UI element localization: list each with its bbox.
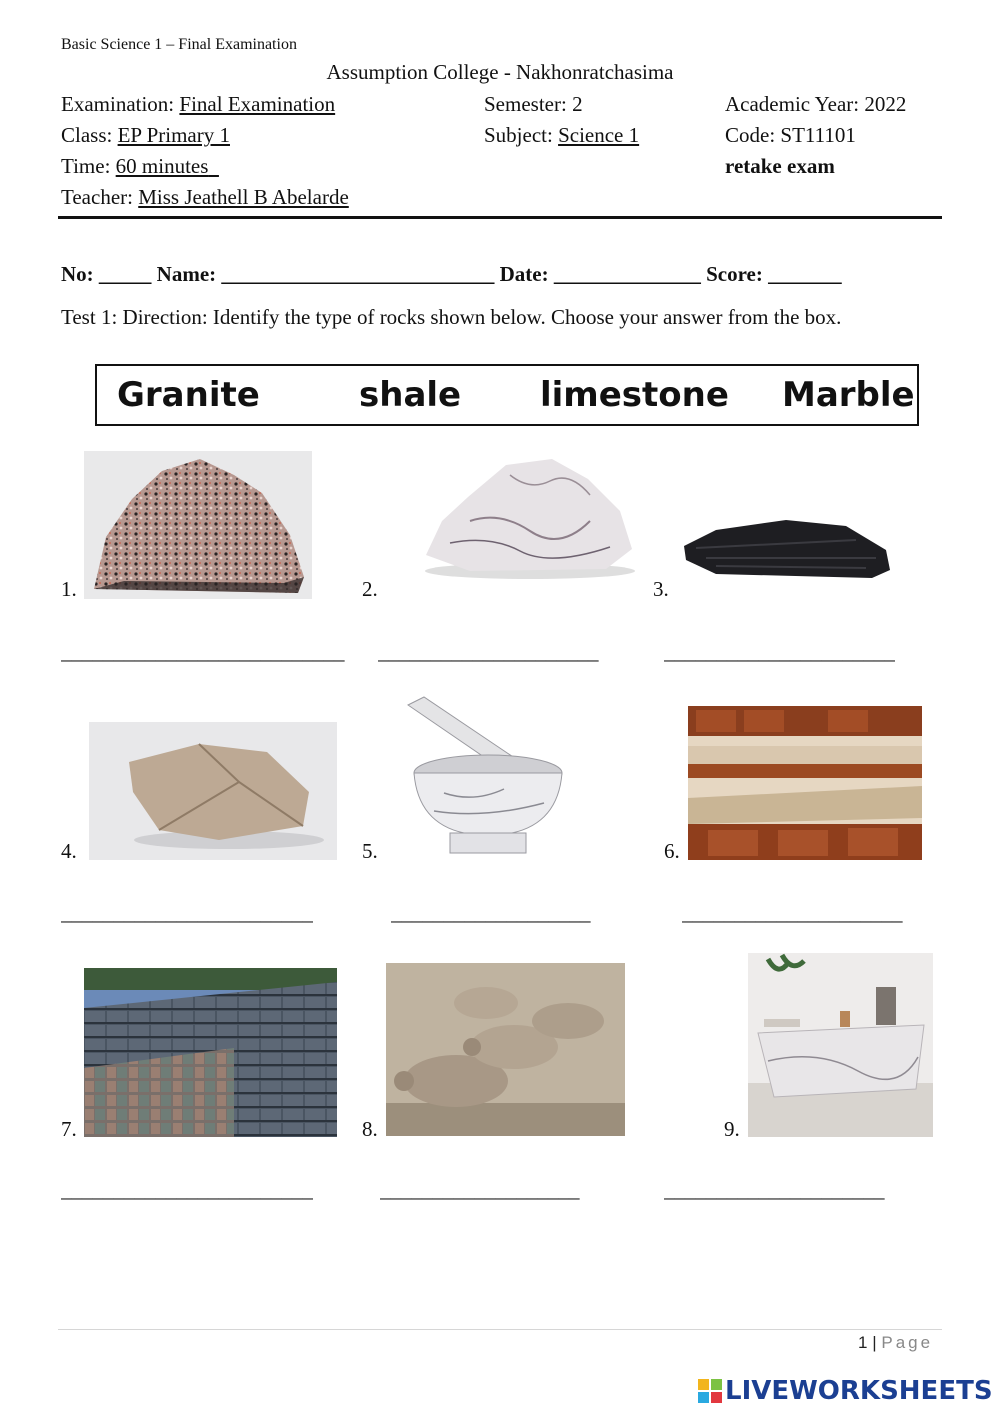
liveworksheets-icon: [698, 1379, 722, 1410]
mortar-pestle-photo: [404, 693, 572, 859]
choice-granite[interactable]: Granite: [117, 375, 260, 415]
code-field: [725, 123, 856, 148]
class-label: Class:: [61, 123, 113, 147]
student-info-line[interactable]: No: _____ Name: __________________________ Date: ______________ Score: _______: [61, 262, 842, 286]
time-label: Time:: [61, 154, 111, 178]
item-number: 4.: [61, 839, 77, 863]
item-number: 6.: [664, 839, 680, 863]
item-number: 2.: [362, 577, 378, 601]
exam-field: [61, 92, 335, 117]
kitchen-countertop-photo: [688, 706, 922, 860]
page-number-value: 1: [858, 1333, 868, 1352]
answer-choice-box: [95, 364, 919, 426]
answer-line[interactable]: _____________________: [682, 901, 903, 925]
subject-value: Science 1: [558, 123, 640, 147]
teacher-label: Teacher:: [61, 185, 133, 209]
item-number: 3.: [653, 577, 669, 601]
page-separator: |: [872, 1333, 877, 1352]
semester-field: [484, 92, 583, 117]
answer-line[interactable]: _____________________: [378, 640, 599, 664]
granite-rock-photo: [84, 451, 312, 599]
answer-line[interactable]: _____________________: [664, 1178, 885, 1202]
code-label: Code:: [725, 123, 776, 147]
time-field: [61, 154, 219, 179]
class-field: [61, 123, 230, 148]
liveworksheets-logo: [698, 1376, 993, 1410]
answer-line[interactable]: ___________________________: [61, 640, 345, 664]
answer-line[interactable]: ___________________: [380, 1178, 580, 1202]
year-label: Academic Year:: [725, 92, 860, 116]
code-value: ST11101: [780, 123, 856, 147]
exam-value: Final Examination: [179, 92, 336, 116]
page-number: [858, 1333, 933, 1353]
semester-label: Semester:: [484, 92, 567, 116]
marble-rock-photo: [410, 451, 640, 581]
answer-line[interactable]: ________________________: [61, 901, 313, 925]
semester-value: 2: [572, 92, 583, 116]
header-subtitle: Basic Science 1 – Final Examination: [61, 36, 297, 53]
shale-rock-photo: [676, 500, 896, 582]
teacher-value: Miss Jeathell B Abelarde: [138, 185, 349, 209]
item-number: 5.: [362, 839, 378, 863]
item-number: 7.: [61, 1117, 77, 1141]
turtle-statues-photo: [386, 963, 625, 1136]
limestone-rock-photo: [89, 722, 337, 860]
item-number: 8.: [362, 1117, 378, 1141]
item-number: 9.: [724, 1117, 740, 1141]
answer-line[interactable]: ___________________: [391, 901, 591, 925]
footer-divider: [58, 1329, 942, 1330]
choice-marble[interactable]: Marble: [782, 375, 915, 415]
answer-line[interactable]: ________________________: [61, 1178, 313, 1202]
subject-field: [484, 123, 639, 148]
roof-tiles-photo: [84, 968, 337, 1137]
test-direction: Test 1: Direction: Identify the type of rocks shown below. Choose your answer from the box.: [61, 305, 842, 329]
time-value: 60 minutes: [115, 154, 209, 178]
year-field: [725, 92, 906, 117]
brand-name: LIVEWORKSHEETS: [725, 1376, 993, 1406]
answer-line[interactable]: ______________________: [664, 640, 895, 664]
page-word: Page: [881, 1333, 934, 1352]
choice-limestone[interactable]: limestone: [540, 375, 729, 415]
exam-label: Examination:: [61, 92, 175, 116]
header-divider: [58, 216, 942, 219]
subject-label: Subject:: [484, 123, 553, 147]
item-number: 1.: [61, 577, 77, 601]
choice-shale[interactable]: shale: [359, 375, 462, 415]
marble-table-photo: [748, 953, 933, 1137]
college-name: Assumption College - Nakhonratchasima: [326, 60, 674, 84]
year-value: 2022: [864, 92, 907, 116]
teacher-field: [61, 185, 349, 210]
class-value: EP Primary 1: [117, 123, 230, 147]
retake-label: retake exam: [725, 154, 835, 178]
